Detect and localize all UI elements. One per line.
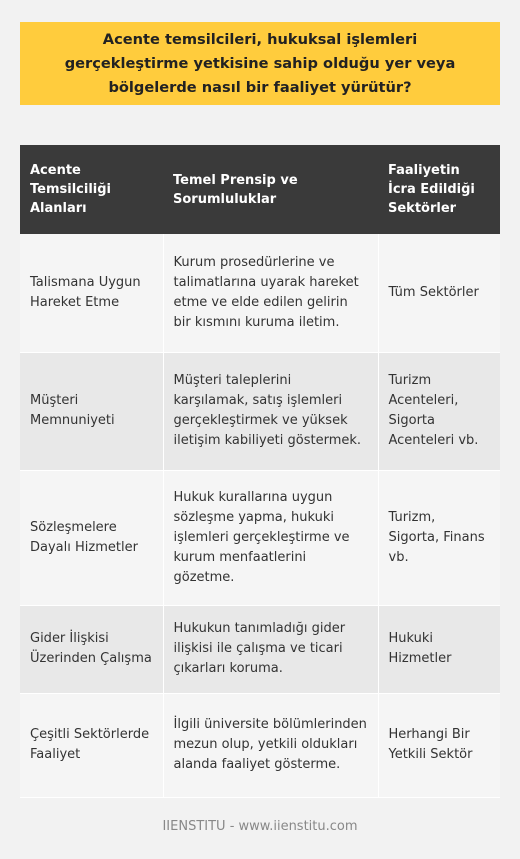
- table-cell: Hukukun tanımladığı gider ilişkisi ile çalışma ve ticari çıkarları koruma.: [163, 605, 378, 693]
- table-cell: Tüm Sektörler: [378, 234, 500, 352]
- table-cell: İlgili üniversite bölümlerinden mezun olup, yetkili oldukları alanda faaliyet gösterme.: [163, 693, 378, 797]
- table-row: [20, 605, 500, 693]
- table-cell: Gider İlişkisi Üzerinden Çalışma: [20, 605, 163, 693]
- table-cell: Kurum prosedürlerine ve talimatlarına uyarak hareket etme ve elde edilen gelirin bir kısmını kuruma iletim.: [163, 234, 378, 352]
- table-header-row: [20, 145, 500, 234]
- table-cell: Turizm Acenteleri, Sigorta Acenteleri vb.: [378, 352, 500, 470]
- table-cell: Hukuk kurallarına uygun sözleşme yapma, hukuki işlemleri gerçekleştirme ve kurum menfaatlerini gözetme.: [163, 470, 378, 605]
- table-cell: Çeşitli Sektörlerde Faaliyet: [20, 693, 163, 797]
- table-cell: Müşteri Memnuniyeti: [20, 352, 163, 470]
- footer-credit: IIENSTITU - www.iienstitu.com: [162, 819, 358, 834]
- table-cell: Herhangi Bir Yetkili Sektör: [378, 693, 500, 797]
- table-cell: Sözleşmelere Dayalı Hizmetler: [20, 470, 163, 605]
- table-cell: Hukuki Hizmetler: [378, 605, 500, 693]
- column-header-principles: Temel Prensip ve Sorumluluklar: [163, 145, 378, 234]
- info-table: [20, 145, 500, 798]
- table-row: [20, 470, 500, 605]
- column-header-sectors: Faaliyetin İcra Edildiği Sektörler: [378, 145, 500, 234]
- table-row: [20, 693, 500, 797]
- table-cell: Talismana Uygun Hareket Etme: [20, 234, 163, 352]
- table-row: [20, 234, 500, 352]
- column-header-areas: Acente Temsilciliği Alanları: [20, 145, 163, 234]
- table-cell: Turizm, Sigorta, Finans vb.: [378, 470, 500, 605]
- table-row: [20, 352, 500, 470]
- page-title: Acente temsilcileri, hukuksal işlemleri gerçekleştirme yetkisine sahip olduğu yer veya bölgelerde nasıl bir faaliyet yürütür?: [64, 30, 456, 96]
- title-banner: [20, 22, 500, 105]
- table-cell: Müşteri taleplerini karşılamak, satış işlemleri gerçekleştirmek ve yüksek iletişim kabiliyeti göstermek.: [163, 352, 378, 470]
